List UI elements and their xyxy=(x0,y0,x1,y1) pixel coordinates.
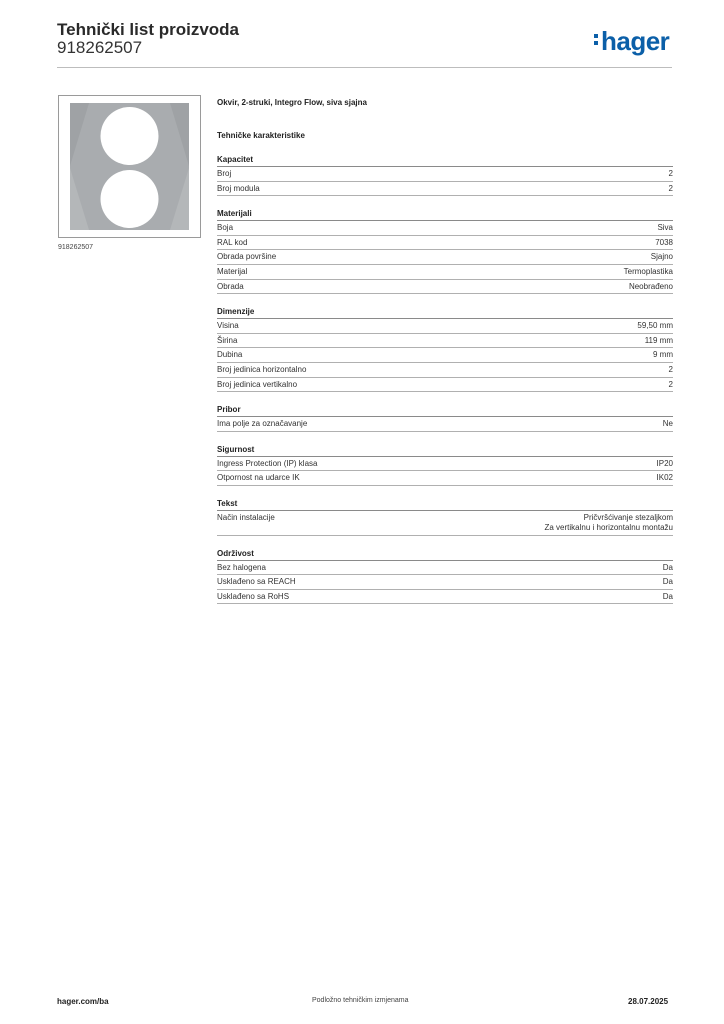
spec-row xyxy=(217,182,673,197)
spec-row xyxy=(217,250,673,265)
spec-value-line: Pričvršćivanje stezaljkom xyxy=(583,512,673,522)
spec-label: Ima polje za označavanje xyxy=(217,419,308,429)
spec-value: 2 xyxy=(668,379,673,389)
spec-label: Obrada površine xyxy=(217,252,277,262)
spec-value-line: Za vertikalnu i horizontalnu montažu xyxy=(544,522,673,532)
spec-row xyxy=(217,575,673,590)
spec-value: Da xyxy=(662,562,673,572)
spec-row xyxy=(217,471,673,486)
spec-label: Otpornost na udarce IK xyxy=(217,473,300,483)
hager-logo[interactable] xyxy=(594,26,669,57)
spec-row xyxy=(217,319,673,334)
group-title: Tekst xyxy=(217,497,673,511)
spec-value: 2 xyxy=(668,183,673,193)
spec-label: Broj modula xyxy=(217,183,260,193)
group-title: Dimenzije xyxy=(217,305,673,319)
spec-value: Ne xyxy=(662,419,673,429)
spec-row xyxy=(217,561,673,576)
spec-label: Broj xyxy=(217,169,232,178)
spec-content xyxy=(217,96,673,604)
spec-group xyxy=(217,305,673,392)
spec-label: Usklađeno sa RoHS xyxy=(217,591,290,601)
spec-row xyxy=(217,280,673,295)
spec-row xyxy=(217,221,673,236)
spec-value: Neobrađeno xyxy=(628,281,673,291)
spec-value: IK02 xyxy=(656,473,673,483)
footer-date: 28.07.2025 xyxy=(628,997,669,1006)
spec-row xyxy=(217,590,673,605)
spec-value: Sjajno xyxy=(650,252,673,262)
spec-value: 2 xyxy=(668,364,673,374)
spec-label: Boja xyxy=(217,223,234,233)
spec-value: Termoplastika xyxy=(623,266,673,276)
spec-row xyxy=(217,363,673,378)
spec-label: RAL kod xyxy=(217,237,248,247)
spec-row xyxy=(217,334,673,349)
spec-label: Način instalacije xyxy=(217,512,275,522)
spec-group xyxy=(217,547,673,605)
logo-text: hager xyxy=(601,26,670,56)
spec-row xyxy=(217,236,673,251)
spec-group xyxy=(217,207,673,294)
group-title: Pribor xyxy=(217,403,673,417)
spec-label: Usklađeno sa REACH xyxy=(217,577,296,587)
document-title: Tehnički list proizvoda xyxy=(57,20,239,39)
section-heading: Tehničke karakteristike xyxy=(217,131,305,140)
spec-value: 59,50 mm xyxy=(637,321,673,331)
spec-row xyxy=(217,378,673,393)
spec-value: 7038 xyxy=(655,237,673,247)
spec-group xyxy=(217,153,673,196)
spec-label: Broj jedinica vertikalno xyxy=(217,379,298,389)
spec-value: Da xyxy=(662,577,673,587)
spec-value: Siva xyxy=(657,223,673,233)
spec-label: Materijal xyxy=(217,266,248,276)
spec-row xyxy=(217,511,673,536)
group-title: Kapacitet xyxy=(217,153,673,167)
spec-value: 2 xyxy=(668,169,673,178)
product-image xyxy=(58,95,201,238)
spec-groups xyxy=(217,153,673,604)
header-divider xyxy=(57,67,672,68)
group-title: Materijali xyxy=(217,207,673,221)
spec-label: Ingress Protection (IP) klasa xyxy=(217,458,318,468)
spec-value xyxy=(544,513,673,533)
footer-note: Podložno tehničkim izmjenama xyxy=(312,997,409,1004)
spec-label: Dubina xyxy=(217,350,243,360)
spec-value: Da xyxy=(662,591,673,601)
logo-dots-icon xyxy=(594,31,600,48)
group-title: Održivost xyxy=(217,547,673,561)
spec-label: Širina xyxy=(217,335,238,345)
spec-label: Visina xyxy=(217,321,239,331)
spec-row xyxy=(217,167,673,182)
group-title: Sigurnost xyxy=(217,443,673,457)
spec-row xyxy=(217,457,673,472)
spec-group xyxy=(217,443,673,486)
spec-group xyxy=(217,403,673,432)
spec-group xyxy=(217,497,673,536)
spec-label: Broj jedinica horizontalno xyxy=(217,364,307,374)
image-caption: 918262507 xyxy=(58,244,94,251)
spec-row xyxy=(217,265,673,280)
footer-website-link[interactable]: hager.com/ba xyxy=(57,997,109,1006)
double-frame-icon xyxy=(59,96,200,237)
product-number: 918262507 xyxy=(57,38,143,57)
spec-row xyxy=(217,417,673,432)
spec-value: IP20 xyxy=(656,458,673,468)
product-name: Okvir, 2-struki, Integro Flow, siva sjajna xyxy=(217,98,367,107)
spec-value: 9 mm xyxy=(653,350,673,360)
spec-label: Bez halogena xyxy=(217,562,266,572)
spec-label: Obrada xyxy=(217,281,244,291)
spec-value: 119 mm xyxy=(644,335,673,345)
spec-row xyxy=(217,348,673,363)
